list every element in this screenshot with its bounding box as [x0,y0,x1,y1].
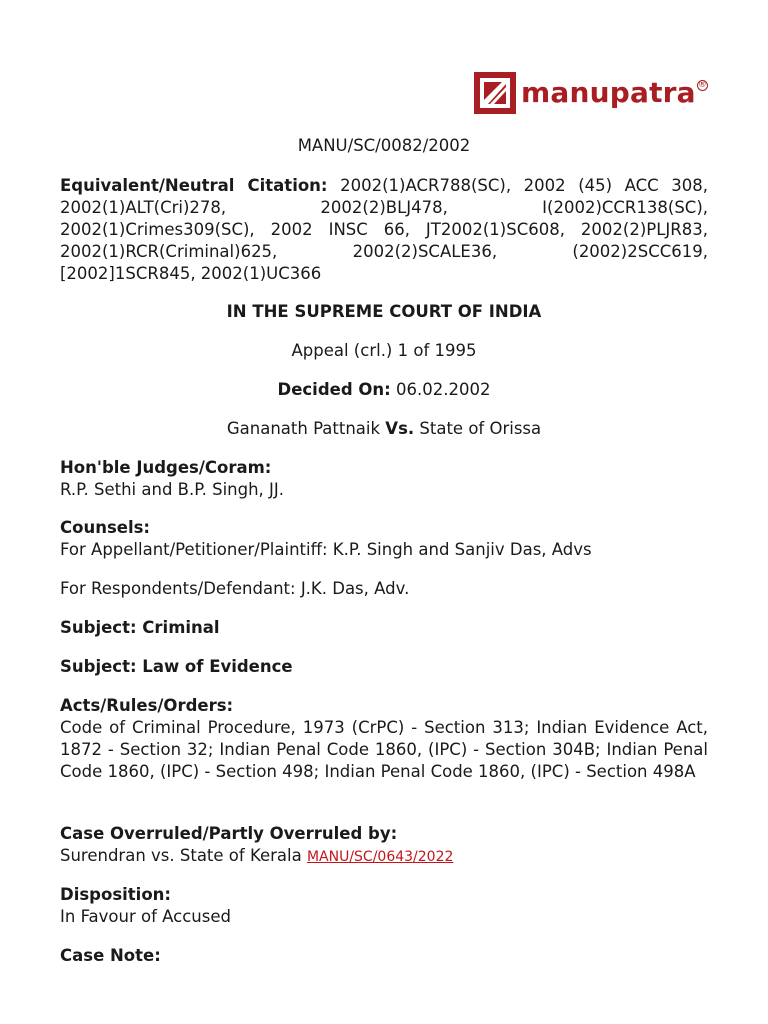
judges-section [60,457,708,501]
counsel-respondent: For Respondents/Defendant: J.K. Das, Adv. [60,579,410,598]
overruled-citation-link[interactable]: MANU/SC/0643/2022 [306,849,454,865]
party-respondent: State of Orissa [419,419,542,438]
versus-label: Vs. [385,419,415,438]
overruled-section [60,823,708,868]
equivalent-citation [60,175,708,285]
citation-id: MANU/SC/0082/2002 [297,136,471,155]
disposition-section [60,884,708,928]
counsels-section [60,517,708,561]
disposition-label: Disposition: [60,885,172,904]
acts-section [60,695,708,783]
subject-evidence-text: Subject: Law of Evidence [60,657,293,676]
appeal-number: Appeal (crl.) 1 of 1995 [291,341,477,360]
decided-on-value: 06.02.2002 [396,380,491,399]
subject-criminal [60,617,708,639]
case-parties [60,418,708,440]
acts-value: Code of Criminal Procedure, 1973 (CrPC) - Section 313; Indian Evidence Act, 1872 - Section 32; Indian Penal Code 1860, (IPC) - Section 304B; Indian Penal Code 1860, (IPC) - Section 498; Indian Penal Code 1860, (IPC) - Section 498A [60,718,708,781]
court-name [60,301,708,323]
decided-on [60,379,708,401]
overruled-case: Surendran vs. State of Kerala [60,846,302,865]
overruled-entry [60,845,708,868]
equivalent-citation-label: Equivalent/Neutral Citation: [60,176,328,195]
counsel-appellant: For Appellant/Petitioner/Plaintiff: K.P. Singh and Sanjiv Das, Advs [60,540,592,559]
overruled-label: Case Overruled/Partly Overruled by: [60,824,398,843]
logo-wordmark: manupatra [521,76,696,109]
equivalent-citation-value: 2002(1)ACR788(SC), 2002 (45) ACC 308, 2002(1)ALT(Cri)278, 2002(2)BLJ478, I(2002)CCR138(SC), 2002(1)Crimes309(SC), 2002 INSC 66, JT2002(1)SC608, 2002(2)PLJR83, 2002(1)RCR(Criminal)625, 2002(2)SCALE36, (2002)2SCC619, [2002]1SCR845, 2002(1)UC366 [60,176,708,283]
manupatra-logo [474,72,708,114]
disposition-value: In Favour of Accused [60,907,231,926]
subject-evidence [60,656,708,678]
counsels-label: Counsels: [60,518,151,537]
case-note-section [60,945,708,967]
acts-label: Acts/Rules/Orders: [60,696,234,715]
decided-on-label: Decided On: [277,380,391,399]
subject-criminal-text: Subject: Criminal [60,618,220,637]
party-appellant: Gananath Pattnaik [226,419,381,438]
registered-mark: ® [697,80,707,90]
court-name-text: IN THE SUPREME COURT OF INDIA [226,302,542,321]
case-note-label: Case Note: [60,946,161,965]
judges-label: Hon'ble Judges/Coram: [60,458,272,477]
manupatra-logo-icon [474,72,516,114]
judges-value: R.P. Sethi and B.P. Singh, JJ. [60,480,285,499]
